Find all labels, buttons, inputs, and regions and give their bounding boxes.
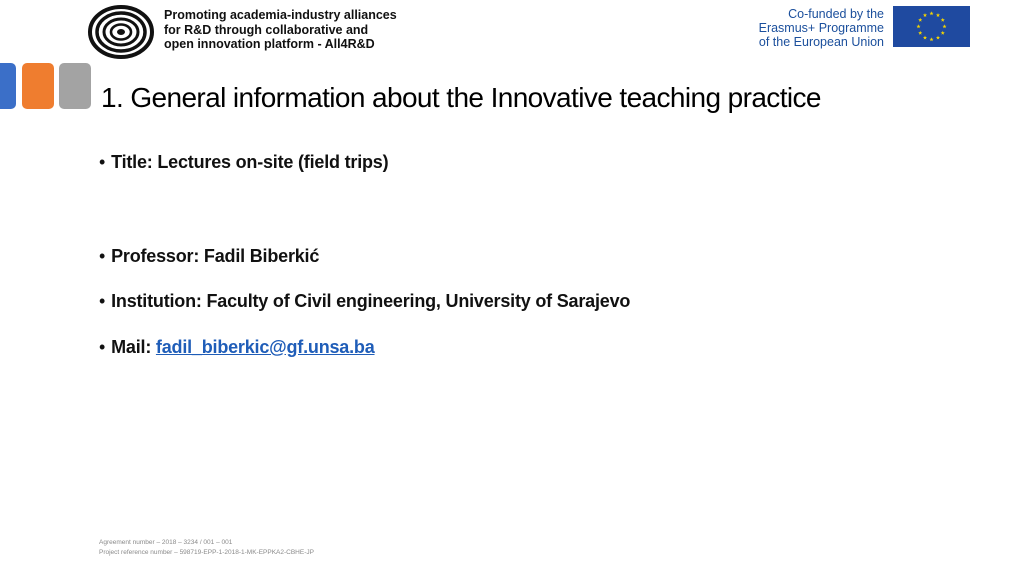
bullet-title-text: Title: Lectures on-site (field trips)	[111, 152, 389, 172]
cofunded-text	[759, 7, 884, 49]
mail-label: Mail:	[111, 337, 156, 357]
bullet-dot: •	[99, 246, 106, 266]
project-title-line: open innovation platform - All4R&D	[164, 37, 375, 51]
footer	[99, 538, 314, 558]
project-title-line: Promoting academia-industry alliances	[164, 8, 397, 22]
decor-square-orange	[22, 63, 54, 109]
bullet-institution	[99, 291, 630, 312]
eu-flag-icon	[893, 6, 970, 47]
concentric-rings-logo-icon	[88, 5, 154, 59]
decor-square-blue	[0, 63, 16, 109]
cofunded-line: Co-funded by the	[788, 7, 884, 21]
footer-agreement: Agreement number – 2018 – 3234 / 001 – 001	[99, 539, 233, 546]
mail-link[interactable]: fadil_biberkic@gf.unsa.ba	[155, 337, 375, 357]
bullet-dot: •	[99, 337, 106, 357]
slide-heading: 1. General information about the Innovative teaching practice	[101, 82, 821, 113]
cofunded-line: Erasmus+ Programme	[758, 21, 884, 35]
project-title	[164, 8, 397, 52]
project-title-line: for R&D through collaborative and	[164, 22, 369, 37]
cofunded-line: of the European Union	[758, 35, 884, 49]
bullet-dot: •	[99, 152, 106, 172]
bullet-mail	[99, 337, 375, 358]
bullet-title	[99, 152, 388, 173]
bullet-institution-text: Institution: Faculty of Civil engineering, University of Sarajevo	[111, 291, 631, 311]
footer-project-ref: Project reference number – 598719-EPP-1-2018-1-MK-EPPKA2-CBHE-JP	[99, 549, 314, 556]
bullet-professor	[99, 246, 319, 267]
bullet-dot: •	[99, 291, 106, 311]
decor-square-grey	[59, 63, 91, 109]
bullet-professor-text: Professor: Fadil Biberkić	[111, 246, 320, 266]
